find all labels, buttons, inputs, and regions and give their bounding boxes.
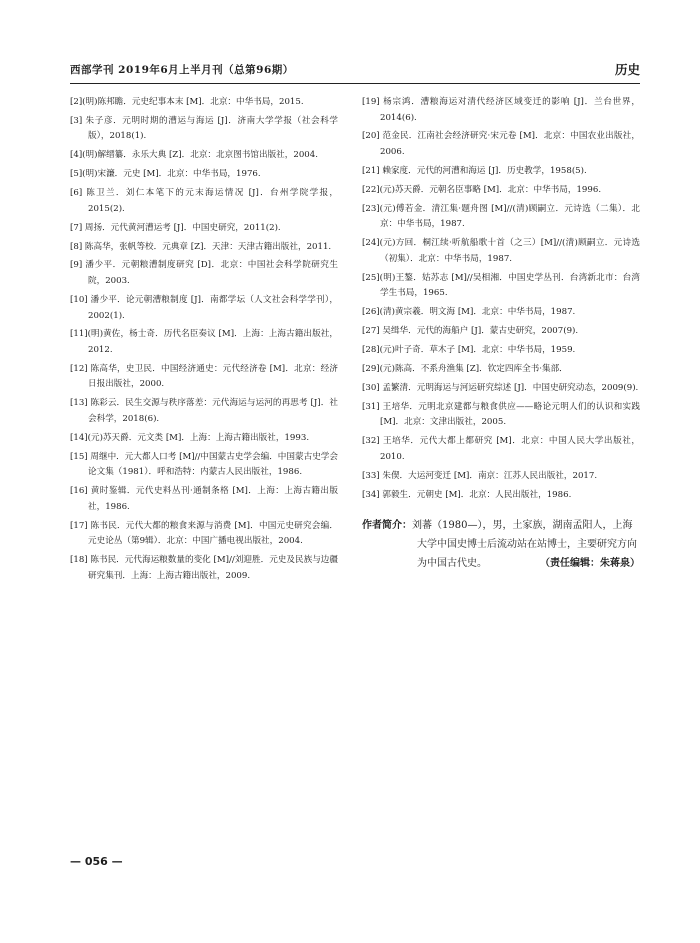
reference-entry: [9] 潘少平．元朝粮漕制度研究 [D]．北京：中国社会科学院研究生院，2003. [70, 260, 338, 287]
reference-entry: [26](清)黄宗羲．明文海 [M]．北京：中华书局，1987. [362, 307, 576, 318]
reference-entry: [19] 杨宗鸿．漕粮海运对清代经济区域变迁的影响 [J]．兰台世界，2014(6). [362, 97, 640, 123]
page-number: — 056 — [70, 855, 123, 868]
reference-entry: [18] 陈书民．元代海运粮数量的变化 [M]//刘迎胜．元史及民族与边疆研究集刊．上海：上海古籍出版社，2009. [70, 555, 338, 581]
page-header [70, 62, 640, 82]
reference-entry: [27] 吴缉华．元代的海船户 [J]．蒙古史研究，2007(9). [362, 326, 579, 337]
reference-entry: [22](元)苏天爵．元朝名臣事略 [M]．北京：中华书局，1996. [362, 184, 602, 195]
author-bio-text: 刘蕃（1980—），男，土家族，湖南孟阳人，上海大学中国史博士后流动站在站博士，主要研究方向为中国古代史。 [412, 520, 637, 569]
reference-entry: [8] 陈高华，张帆等校．元典章 [Z]．天津：天津古籍出版社，2011. [70, 241, 332, 252]
section-title: 历史 [614, 62, 640, 77]
reference-entry: [32] 王培华．元代大都上都研究 [M]．北京：中国人民大学出版社，2010. [362, 436, 640, 462]
reference-entry: [5](明)宋濂．元史 [M]．北京：中华书局，1976. [70, 169, 261, 180]
reference-entry: [29](元)陈高．不系舟渔集 [Z]．钦定四库全书·集部． [362, 363, 568, 374]
reference-entry: [7] 周扬．元代黄河漕运考 [J]．中国史研究，2011(2). [70, 222, 281, 233]
reference-entry: [20] 范金民．江南社会经济研究·宋元卷 [M]．北京：中国农业出版社，2006. [362, 131, 640, 158]
reference-entry: [3] 朱子彦．元明时期的漕运与海运 [J]．济南大学学报（社会科学版），2018(1). [70, 115, 338, 142]
reference-entry: [23](元)傅若金．清江集·题舟图 [M]//(清)顾嗣立．元诗选（二集）．北京：中华书局，1987. [362, 203, 640, 230]
reference-entry: [13] 陈彩云．民生交源与秩序落差：元代海运与运河的再思考 [J]．社会科学，2018(6). [70, 398, 338, 424]
references-left-column [70, 95, 338, 588]
reference-entry: [16] 黄时鉴辑．元代史料丛刊·通制条格 [M]．上海：上海古籍出版社，1986. [70, 486, 338, 512]
reference-entry: [30] 孟繁清．元明海运与河运研究综述 [J]．中国史研究动态，2009(9). [362, 382, 639, 393]
journal-title: 西部学刊 2019年6月上半月刊（总第96期） [70, 64, 294, 76]
author-bio-label: 作者简介： [362, 520, 412, 531]
reference-entry: [11](明)黄佐，杨士奇．历代名臣奏议 [M]．上海：上海古籍出版社，2012. [70, 329, 338, 355]
reference-entry: [2](明)陈邦瞻．元史纪事本末 [M]．北京：中华书局，2015. [70, 97, 304, 107]
header-rule [70, 83, 640, 84]
reference-entry: [14](元)苏天爵．元文类 [M]．上海：上海古籍出版社，1993. [70, 432, 310, 443]
reference-entry: [34] 郭毅生．元朝史 [M]．北京：人民出版社，1986. [362, 489, 572, 500]
references-right-column [362, 95, 640, 506]
reference-entry: [12] 陈高华，史卫民．中国经济通史：元代经济卷 [M]．北京：经济日报出版社，2000. [70, 363, 338, 390]
reference-entry: [15] 周继中．元大都人口考 [M]//中国蒙古史学会编．中国蒙古史学会论文集（1981）．呼和浩特：内蒙古人民出版社，1986. [70, 451, 338, 478]
reference-entry: [31] 王培华．元明北京建都与粮食供应——略论元明人们的认识和实践 [M]．北京：文津出版社，2005. [362, 401, 640, 428]
reference-entry: [6] 陈卫兰．刘仁本笔下的元末海运情况 [J]．台州学院学报，2015(2). [70, 188, 338, 214]
reference-entry: [28](元)叶子奇．草木子 [M]．北京：中华书局，1959. [362, 344, 576, 355]
reference-entry: [17] 陈书民．元代大都的粮食来源与消费 [M]．中国元史研究会编．元史论丛（第9辑）．北京：中国广播电视出版社，2004. [70, 520, 338, 547]
reference-entry: [33] 朱偰．大运河变迁 [M]．南京：江苏人民出版社，2017. [362, 470, 598, 481]
reference-entry: [21] 赖家度．元代的河漕和海运 [J]．历史教学，1958(5). [362, 165, 587, 176]
reference-entry: [10] 潘少平．论元朝漕粮制度 [J]．南都学坛（人文社会科学学刊），2002(1). [70, 294, 338, 321]
reference-entry: [24](元)方回．桐江续·听航船歌十首（之三）[M]//(清)顾嗣立．元诗选（初集）．北京：中华书局，1987. [362, 238, 640, 264]
responsible-editor: （责任编辑：朱蒋泉） [540, 558, 640, 569]
reference-entry: [25](明)王鏊．姑苏志 [M]//吴相湘．中国史学丛刊．台湾新北市：台湾学生书局，1965. [362, 272, 640, 299]
reference-entry: [4](明)解缙纂．永乐大典 [Z]．北京：北京图书馆出版社，2004. [70, 150, 318, 161]
